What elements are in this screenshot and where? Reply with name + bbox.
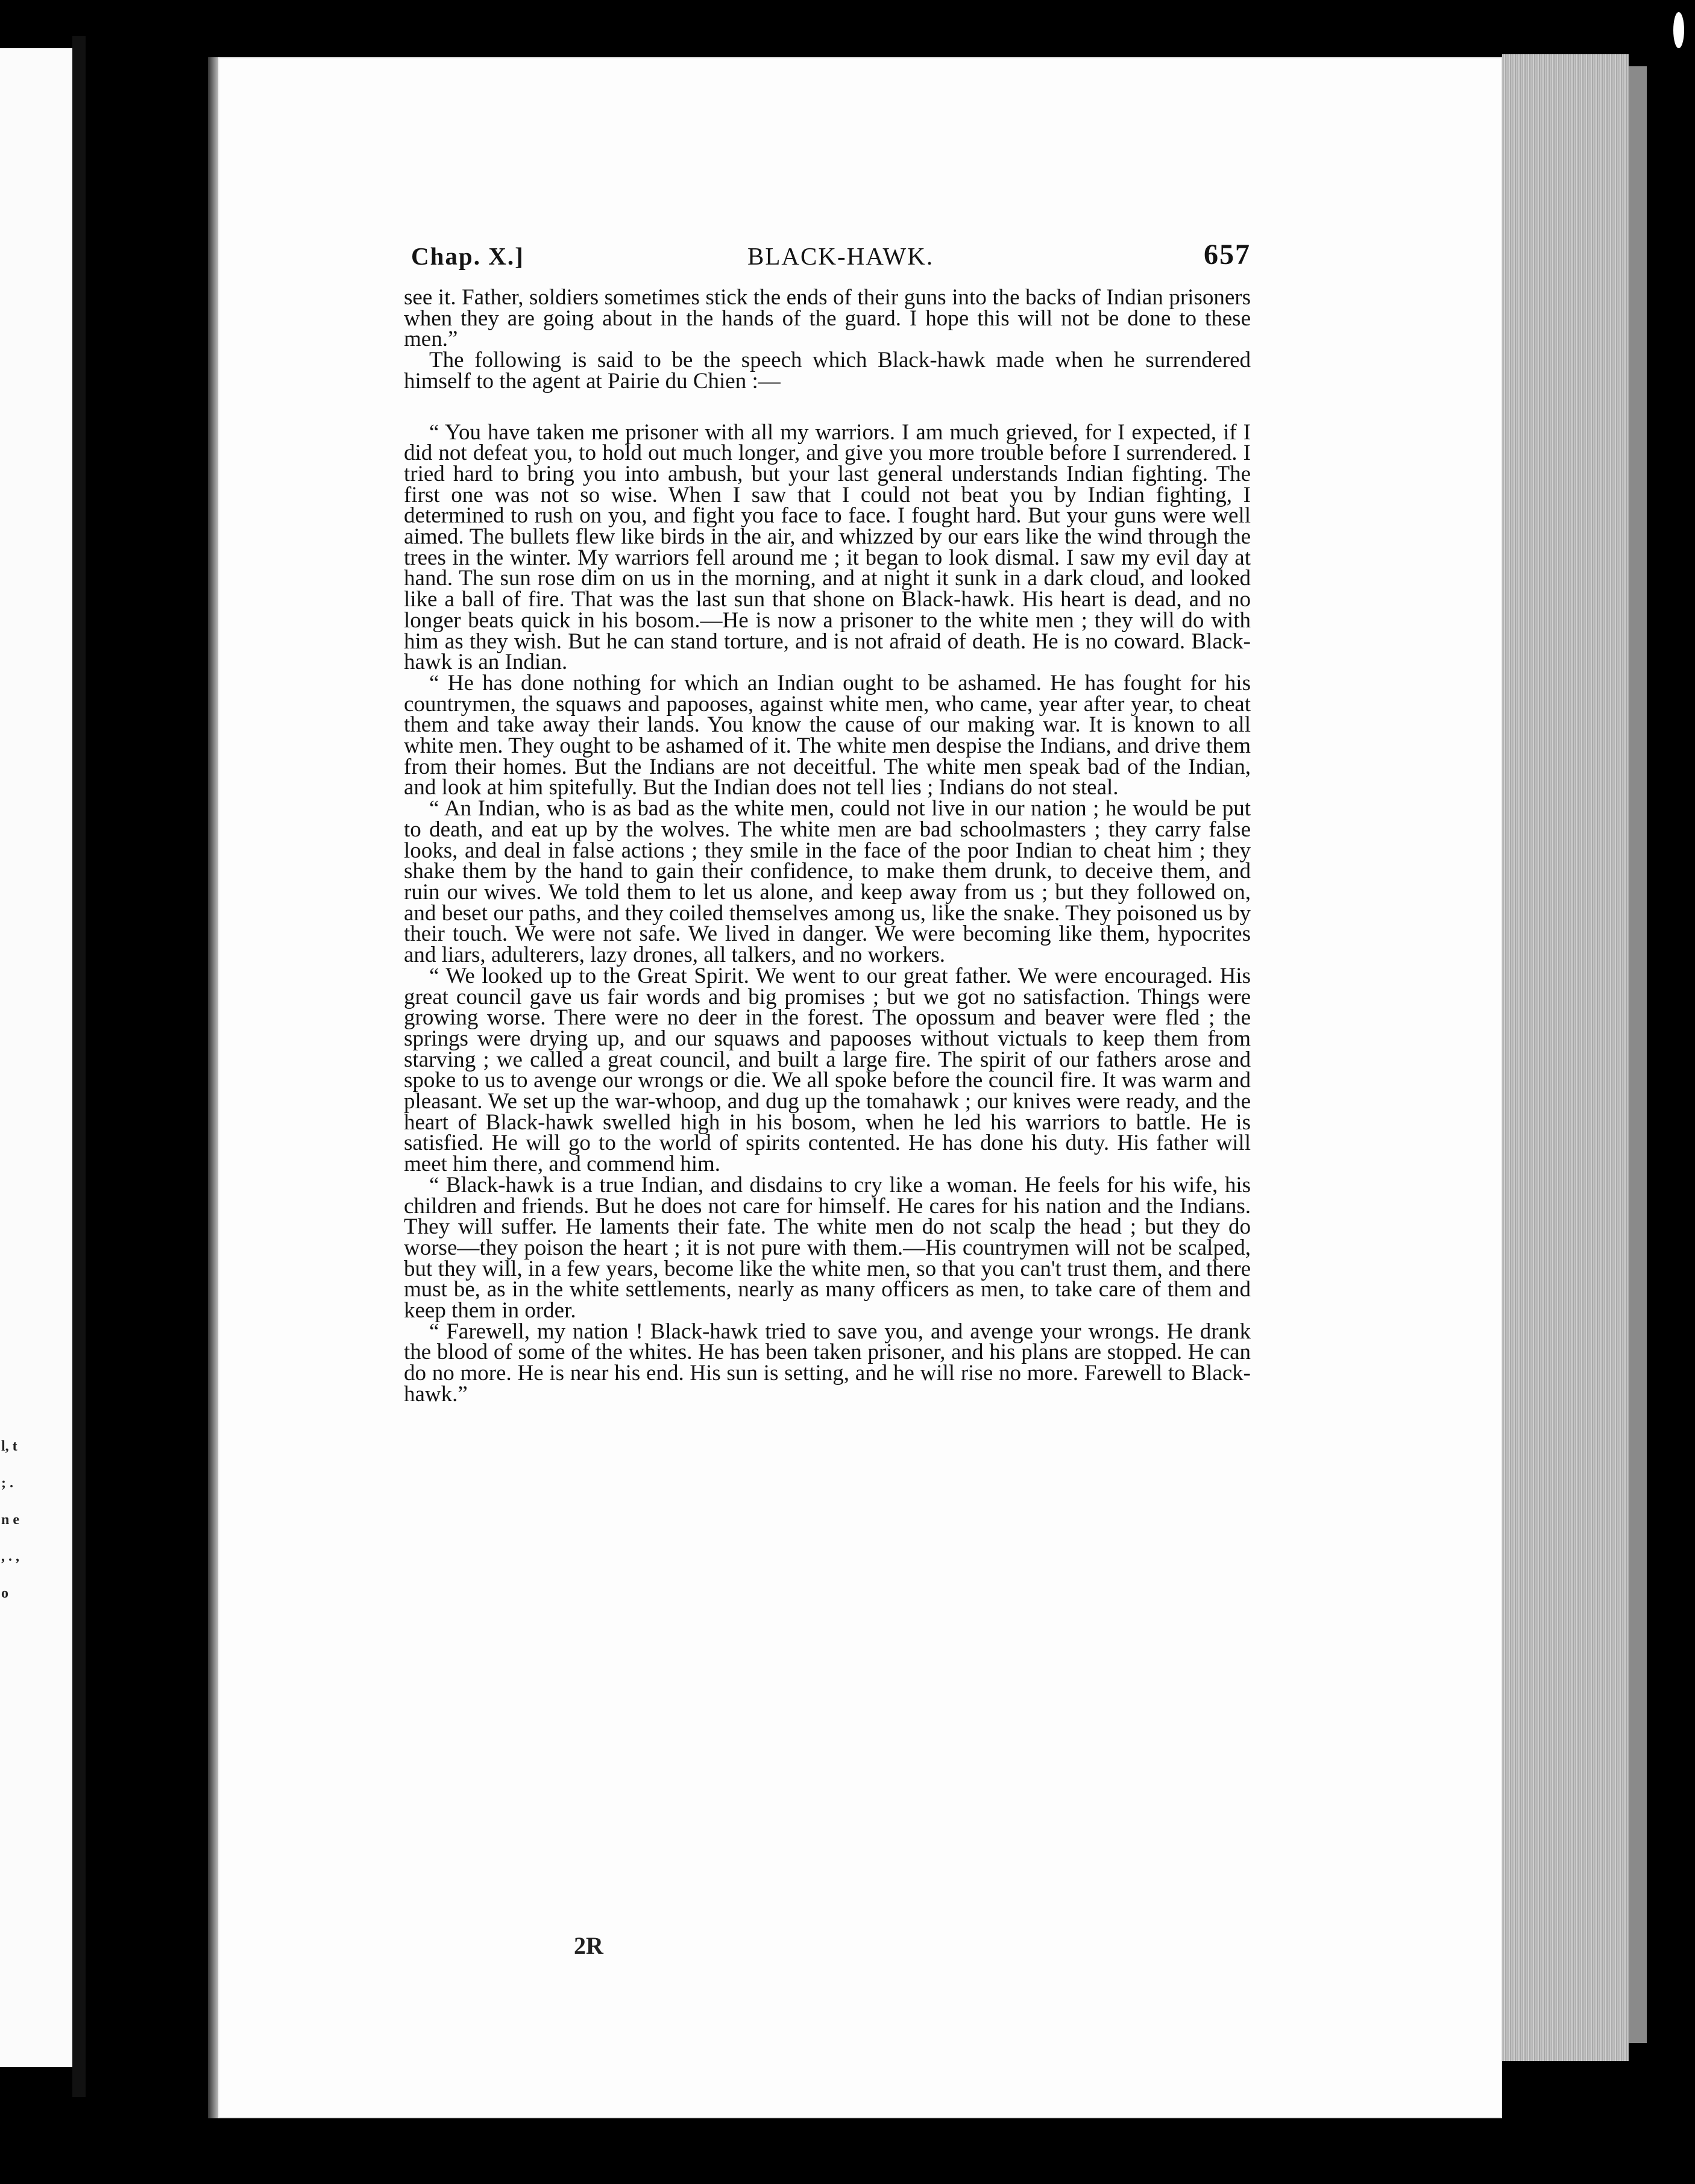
adjacent-page-margin-text: l, t ; . n e , . , o — [1, 1439, 19, 1601]
book-gutter — [72, 36, 86, 2097]
running-title: BLACK-HAWK. — [747, 242, 934, 270]
speech-paragraph: “ Farewell, my nation ! Black-hawk tried to save you, and avenge your wrongs. He drank the blood of some of the whites. He has been taken prisoner, and his plans are stopped. He can do no more. He is near his end. His sun is setting, and he will rise no more. Farewell to Black-hawk.” — [404, 1319, 1251, 1407]
page-fore-edge — [1502, 54, 1629, 2061]
speech-paragraph: “ He has done nothing for which an Indian ought to be ashamed. He has fought for his countrymen, the squaws and papooses, against white men, who came, year after year, to cheat them and take away their lands. You know the cause of our making war. It is known to all white men. They ought to be ashamed of it. The white men despise the Indians, and drive them from their homes. But the Indians are not deceitful. The white men speak bad of the Indian, and look at him spitefully. But the Indian does not tell lies ; Indians do not steal. — [404, 670, 1251, 800]
speech-paragraph: “ Black-hawk is a true Indian, and disdains to cry like a woman. He feels for his wife, his children and friends. But he does not care for himself. He cares for his nation and the Indians. They will suffer. He laments their fate. The white men do not scalp the head ; but they do worse—they poison the heart ; it is not pure with them.—His countrymen will not be scalped, but they will, in a few years, become like the white men, so that you can't trust them, and there must be, as in the white settlements, nearly as many officers as men, to take care of them and keep them in order. — [404, 1172, 1251, 1323]
speech-paragraph: “ We looked up to the Great Spirit. We went to our great father. We were encouraged. His great council gave us fair words and big promises ; but we got no satisfaction. Things were growing worse. There were no deer in the forest. The opossum and beaver were fled ; the springs were drying up, and our squaws and papooses without victuals to keep them from starving ; we called a great council, and built a large fire. The spirit of our fathers arose and spoke to us to avenge our wrongs or die. We all spoke before the council fire. It was warm and pleasant. We set up the war-whoop, and dug up the tomahawk ; our knives were ready, and the heart of Black-hawk swelled high in his bosom, when he led his warriors to battle. He is satisfied. He will go to the world of spirits contented. He has done his duty. His father will meet him there, and commend him. — [404, 963, 1251, 1177]
speech-paragraph: “ An Indian, who is as bad as the white men, could not live in our nation ; he would be put to death, and eat up by the wolves. The white men are bad schoolmasters ; they carry false looks, and deal in false actions ; they smile in the face of the poor Indian to cheat him ; they shake them by the hand to gain their confidence, to make them drunk, to deceive them, and ruin our wives. We told them to let us alone, and keep away from us ; but they followed on, and beset our paths, and they coiled themselves among us, like the snake. They poisoned us by their touch. We were not safe. We lived in danger. We were becoming like them, hypocrites and liars, adulterers, lazy drones, all talkers, and no workers. — [404, 796, 1251, 968]
speech-paragraph: “ You have taken me prisoner with all my warriors. I am much grieved, for I expected, if I did not defeat you, to hold out much longer, and give you more trouble before I surrendered. I tried hard to bring you into ambush, but your last general understands Indian fighting. The first one was not so wise. When I saw that I could not beat you by Indian fighting, I determined to rush on you, and fight you face to face. I fought hard. But your guns were well aimed. The bullets flew like birds in the air, and whizzed by our ears like the wind through the trees in the winter. My warriors fell around me ; it began to look dismal. I saw my evil day at hand. The sun rose dim on us in the morning, and at night it sunk in a dark cloud, and looked like a ball of fire. That was the last sun that shone on Black-hawk. His heart is dead, and no longer beats quick in his bosom.—He is now a prisoner to the white men ; they will do with him as they wish. But he can stand torture, and is not afraid of death. He is no coward. Black-hawk is an Indian. — [404, 419, 1251, 675]
paragraph: The following is said to be the speech which Black-hawk made when he surrendered himself to the agent at Pairie du Chien :— — [404, 348, 1251, 394]
page-binding-shadow — [208, 57, 218, 2118]
paragraph: see it. Father, soldiers sometimes stick the ends of their guns into the backs of Indian prisoners when they are going about in the hands of the guard. I hope this will not be done to these men.” — [404, 285, 1251, 352]
adjacent-page — [0, 48, 72, 2067]
chapter-label: Chap. X.] — [411, 242, 524, 270]
page-number: 657 — [1204, 239, 1251, 271]
body-text — [404, 287, 1251, 1405]
running-head — [404, 238, 1251, 274]
corner-mark — [1673, 12, 1684, 48]
printer-signature-mark: 2R — [574, 1932, 603, 1959]
page-fore-edge-shade — [1629, 66, 1647, 2043]
